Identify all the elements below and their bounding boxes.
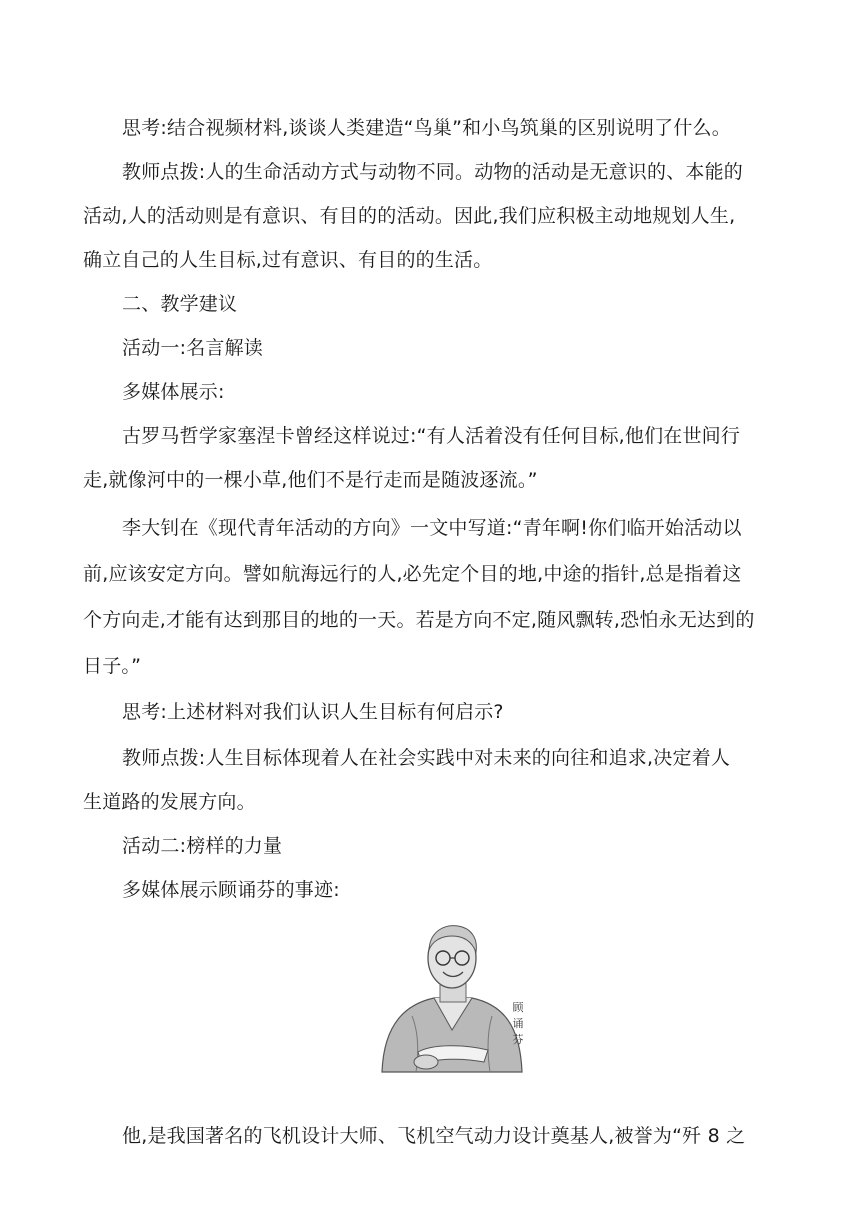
multimedia-label: 多媒体展示: — [122, 381, 225, 403]
paragraph-line: 日子。” — [83, 655, 142, 677]
multimedia-label: 多媒体展示顾诵芬的事迹: — [122, 879, 340, 901]
activity-heading-2: 活动二:榜样的力量 — [122, 835, 283, 857]
quote-li-dazhao: 李大钊在《现代青年活动的方向》一文中写道:“青年啊!你们临开始活动以 — [122, 517, 742, 539]
paragraph-line: 走,就像河中的一棵小草,他们不是行走而是随波逐流。” — [83, 469, 538, 491]
paragraph-line: 个方向走,才能有达到那目的地的一天。若是方向不定,随风飘转,恐怕永无达到的 — [83, 609, 755, 631]
portrait-caption: 顾诵芬 — [512, 1001, 524, 1046]
quote-seneca: 古罗马哲学家塞涅卡曾经这样说过:“有人活着没有任何目标,他们在世间行 — [122, 425, 741, 447]
section-heading: 二、教学建议 — [122, 293, 238, 315]
paragraph-gu-songfen: 他,是我国著名的飞机设计大师、飞机空气动力设计奠基人,被誉为“歼 8 之 — [122, 1125, 746, 1147]
activity-heading-1: 活动一:名言解读 — [122, 337, 264, 359]
portrait-illustration-icon — [372, 912, 532, 1082]
paragraph-line: 生道路的发展方向。 — [83, 791, 256, 813]
paragraph-line: 前,应该安定方向。譬如航海远行的人,必先定个目的地,中途的指针,总是指着这 — [83, 563, 742, 585]
paragraph-think-1: 思考:结合视频材料,谈谈人类建造“鸟巢”和小鸟筑巢的区别说明了什么。 — [122, 117, 731, 139]
paragraph-line: 确立自己的人生目标,过有意识、有目的的生活。 — [83, 249, 493, 271]
paragraph-teacher-note-1: 教师点拨:人的生命活动方式与动物不同。动物的活动是无意识的、本能的 — [122, 161, 744, 183]
paragraph-teacher-note-2: 教师点拨:人生目标体现着人在社会实践中对未来的向往和追求,决定着人 — [122, 747, 731, 769]
paragraph-line: 活动,人的活动则是有意识、有目的的活动。因此,我们应积极主动地规划人生, — [83, 205, 736, 227]
paragraph-think-2: 思考:上述材料对我们认识人生目标有何启示? — [122, 701, 504, 723]
